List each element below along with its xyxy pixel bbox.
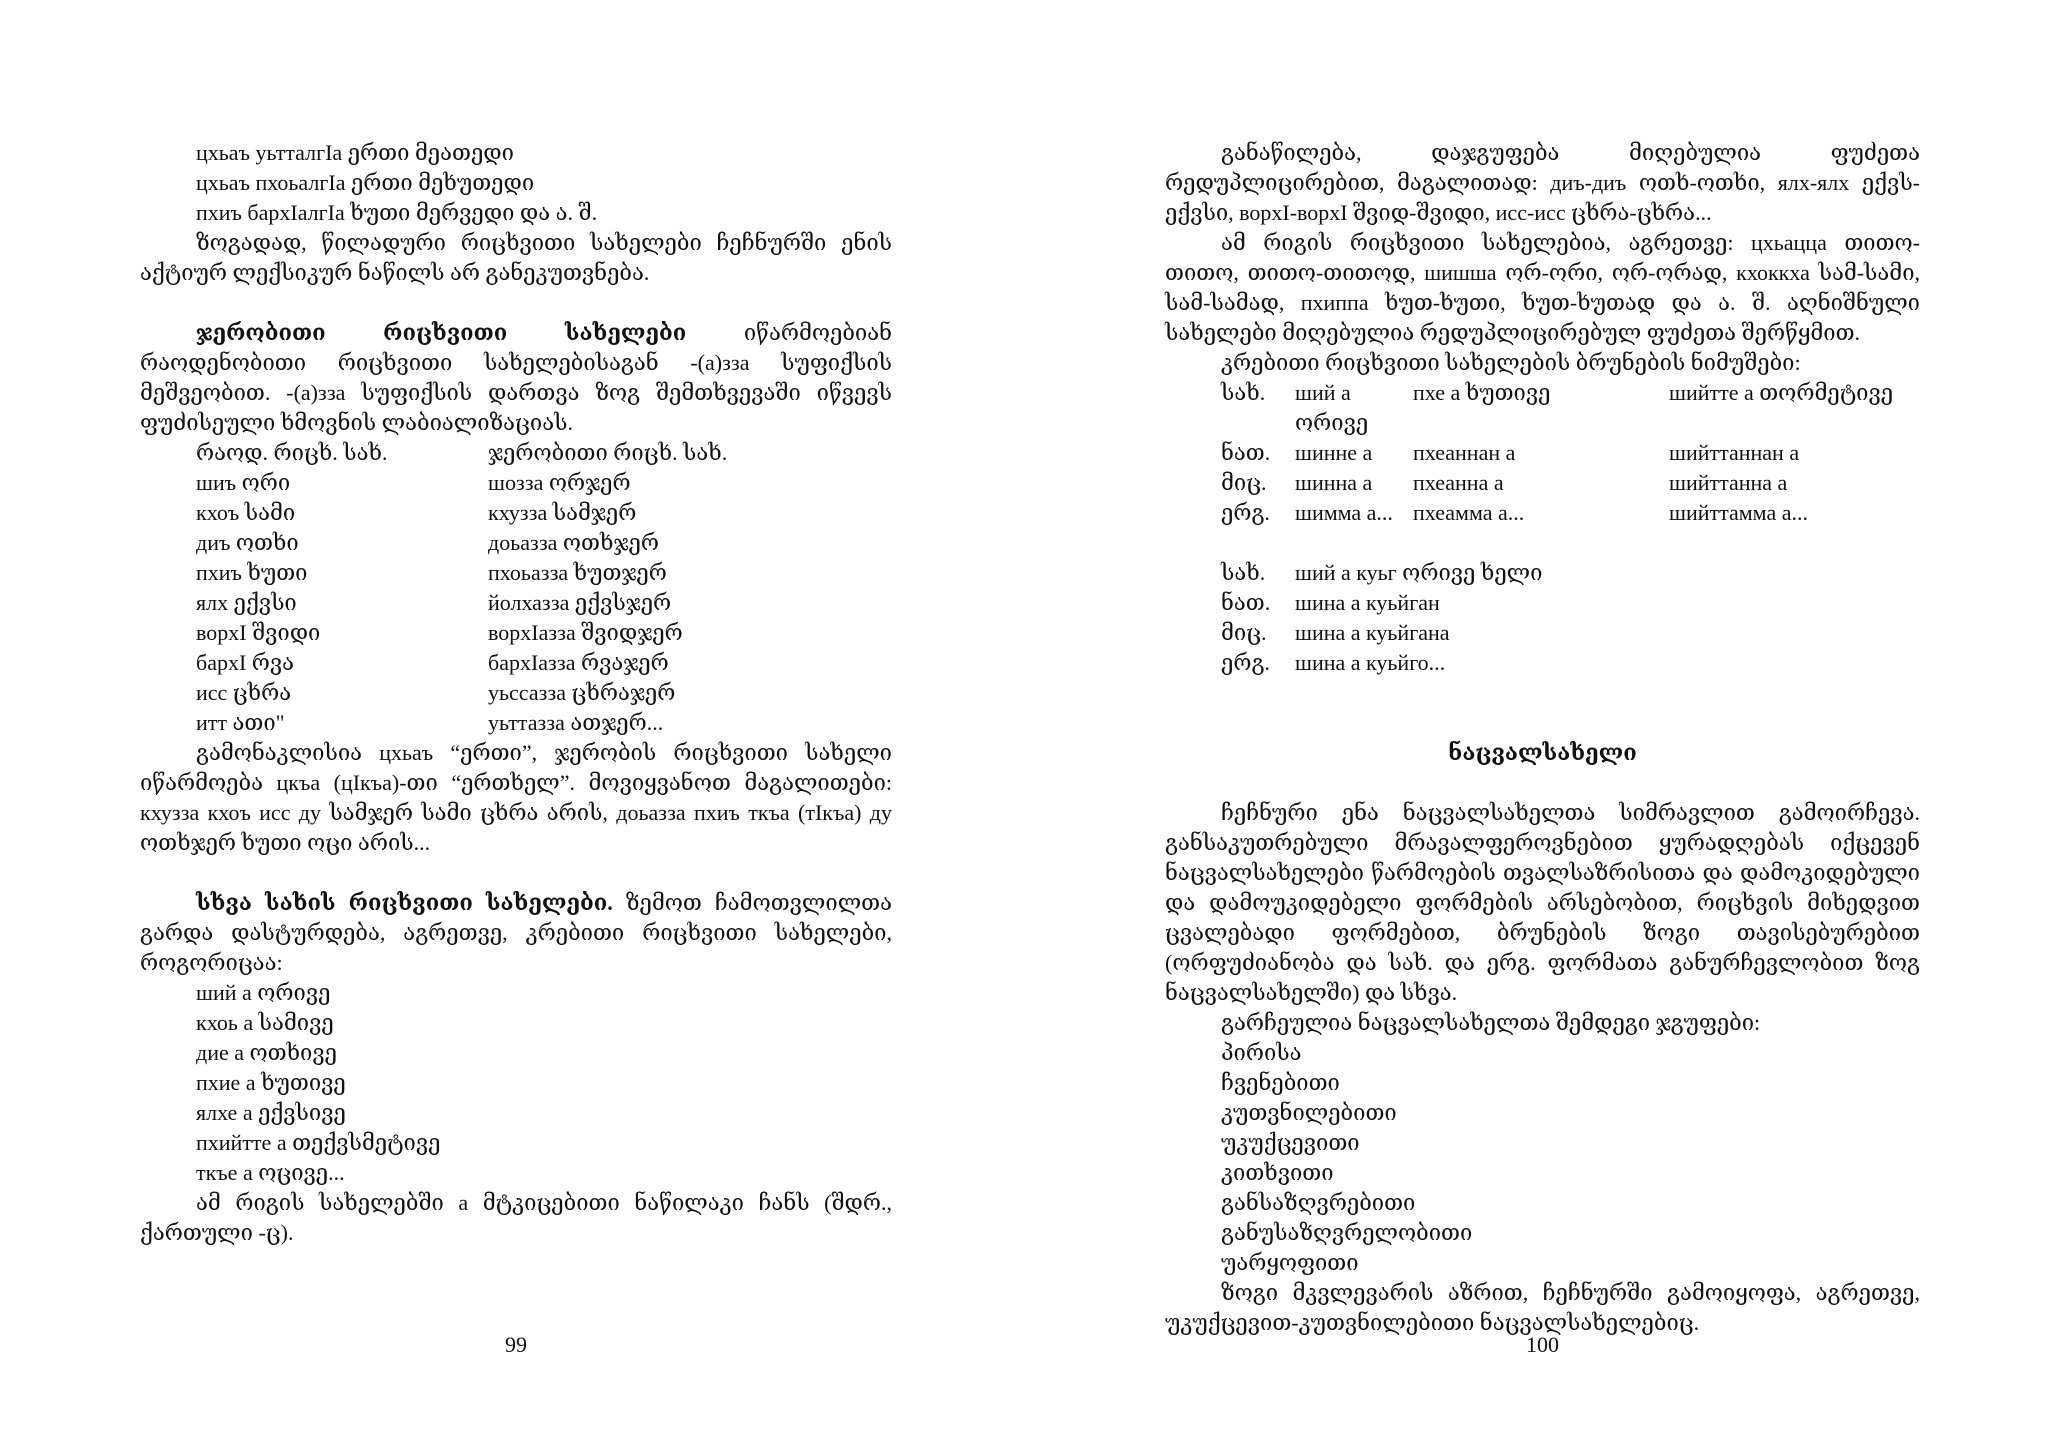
- table-cell: кхузза სამჯერ: [488, 500, 637, 525]
- table-cell: доьазза ოთხჯერ: [488, 530, 659, 555]
- list-item: пхийтте а თექვსმეტივე: [196, 1130, 441, 1155]
- list-item: განსაზღვრებითი: [1221, 1190, 1416, 1215]
- page-number: 99: [505, 1332, 527, 1357]
- table-row: [1165, 498, 1920, 528]
- table-row: [1165, 618, 1920, 648]
- table-cell: шозза ორჯერ: [488, 470, 631, 495]
- paragraph-text: ზემოთ ჩამოთვლილთა გარდა დასტურდება, აგრეთვე, კრებითი რიცხვითი სახელები, როგორიცაა:: [140, 890, 892, 975]
- table-cell: шина а куьйгана: [1295, 620, 1450, 645]
- table-cell: ერგ.: [1221, 500, 1270, 525]
- table-row: [140, 678, 892, 708]
- table-cell: шийттамма а...: [1669, 500, 1808, 525]
- table-cell: ნათ.: [1221, 440, 1271, 465]
- table-cell: ნათ.: [1221, 590, 1271, 615]
- paragraph: [140, 318, 892, 438]
- table-row: [140, 528, 892, 558]
- paragraph: განაწილება, დაჯგუფება მიღებულია ფუძეთა რედუპლიცირებით, მაგალითად: диъ-диъ ოთხ-ოთხი, ялх-ялх ექვს-ექვსი, ворхӀ-ворхӀ შვიდ-შვიდი, исс-исс ცხრა-ცხრა...: [1165, 140, 1920, 225]
- page-number: 100: [1526, 1332, 1559, 1357]
- table-cell: шийтте а თორმეტივე: [1669, 380, 1894, 405]
- table-cell: სახ.: [1221, 560, 1266, 585]
- left-page-text: [140, 138, 892, 1248]
- list-item: дие а ოთხივე: [196, 1040, 337, 1065]
- table-cell: пхеаннан а: [1413, 440, 1516, 465]
- table-row: [1165, 648, 1920, 678]
- table-row: [1165, 588, 1920, 618]
- table-cell: кхоъ სამი: [196, 500, 296, 525]
- paragraph: ამ რიგის რიცხვითი სახელებია, აგრეთვე: цхьацца თითო-თითო, თითო-თითოდ, шишша ორ-ორი, ორ-ორად, кхоккха სამ-სამი, სამ-სამად, пхиппа ხუთ-ხუთი, ხუთ-ხუთად და ა. შ. აღნიშნული სახელები მიღებულია რედუპლიცირებულ ფუძეთა შერწყმით.: [1165, 230, 1920, 345]
- list-item: კუთვნილებითი: [1221, 1100, 1397, 1125]
- table-cell: ялх ექვსი: [196, 590, 297, 615]
- table-row: [1165, 468, 1920, 498]
- section-term: ჯერობითი რიცხვითი სახელები: [196, 320, 687, 345]
- table-cell: სახ.: [1221, 380, 1266, 405]
- list-item: ткъе а ოცივე...: [196, 1160, 345, 1185]
- table-row: [1165, 558, 1920, 588]
- table-cell: шина а куьйго...: [1295, 650, 1446, 675]
- paragraph: ამ რიგის სახელებში а მტკიცებითი ნაწილაკი ჩანს (შდრ., ქართული -ც).: [140, 1190, 892, 1245]
- paragraph: ზოგი მკვლევარის აზრით, ჩეჩნურში გამოიყოფა, აგრეთვე, უკუქცევით-კუთვნილებითი ნაცვალსახელებიც.: [1165, 1280, 1920, 1335]
- section-heading: ნაცვალსახელი: [1448, 740, 1637, 765]
- table-cell: йолхазза ექვსჯერ: [488, 590, 672, 615]
- list-item: პირისა: [1221, 1040, 1302, 1065]
- text-line: цхьаъ пхоьалгӀа ერთი მეხუთედი: [196, 170, 535, 195]
- table-row: [140, 618, 892, 648]
- paragraph: [140, 888, 892, 978]
- table-cell: ворхӀ შვიდი: [196, 620, 321, 645]
- table-cell: бархӀ რვა: [196, 650, 295, 675]
- list-item: ялхе а ექვსივე: [196, 1100, 346, 1125]
- table-row: [1165, 378, 1920, 438]
- paragraph: ზოგადად, წილადური რიცხვითი სახელები ჩეჩნურში ენის აქტიურ ლექსიკურ ნაწილს არ განეკუთვნება.: [140, 230, 892, 285]
- table-cell: диъ ოთხი: [196, 530, 299, 555]
- table-cell: уьссазза ცხრაჯერ: [488, 680, 676, 705]
- table-cell: шинна а: [1295, 470, 1373, 495]
- paragraph-text: იწარმოებიან რაოდენობითი რიცხვითი სახელებისაგან -(а)зза სუფიქსის მეშვეობით. -(а)зза სუფიქსის დართვა ზოგ შემთხვევაში იწვევს ფუძისეული ხმოვნის ლაბიალიზაციას.: [140, 320, 893, 435]
- text-line: გარჩეულია ნაცვალსახელთა შემდეგი ჯგუფები:: [1221, 1010, 1761, 1035]
- table-row: [1165, 438, 1920, 468]
- table-cell: пхиъ ხუთი: [196, 560, 308, 585]
- list-item: ჩვენებითი: [1221, 1070, 1340, 1095]
- table-cell: шийттаннан а: [1669, 440, 1800, 465]
- table-cell: шиъ ორი: [196, 470, 291, 495]
- table-cell: пхеамма а...: [1413, 500, 1525, 525]
- list-item: უკუქცევითი: [1221, 1130, 1360, 1155]
- table-cell: пхе а ხუთივე: [1413, 380, 1551, 405]
- table-row: [140, 558, 892, 588]
- table-cell: уьттазза ათჯერ...: [488, 710, 664, 735]
- list-item: ший а ორივე: [196, 980, 331, 1005]
- section-term: სხვა სახის რიცხვითი სახელები.: [196, 890, 613, 915]
- paragraph: გამონაკლისია цхьаъ “ერთი”, ჯერობის რიცხვითი სახელი იწარმოება цкъа (цӀкъа)-თი “ერთხელ”. მოვიყვანოთ მაგალითები: кхузза кхоъ исс ду სამჯერ სამი ცხრა არის, доьазза пхиъ ткъа (тӀкъа) ду ოთხჯერ ხუთი ოცი არის...: [140, 740, 892, 855]
- list-item: пхие а ხუთივე: [196, 1070, 346, 1095]
- table-cell: მიც.: [1221, 620, 1267, 645]
- text-line: цхьаъ уьтталгӀа ერთი მეათედი: [196, 140, 514, 165]
- table-cell: ერგ.: [1221, 650, 1270, 675]
- paragraph: ჩეჩნური ენა ნაცვალსახელთა სიმრავლით გამოირჩევა. განსაკუთრებული მრავალფეროვნებით ყურადღებას იქცევენ ნაცვალსახელები წარმოების თვალსაზრისითა და დამოკიდებული და დამოუკიდებელი ფორმების არსებობით, რიცხვის მიხედვით ცვალებადი ფორმებით, ბრუნების ზოგი თავისებურებით (ორფუძიანობა და სახ. და ერგ. ფორმათა განურჩევლობით ზოგ ნაცვალსახელში) და სხვა.: [1165, 800, 1920, 1005]
- table-cell: исс ცხრა: [196, 680, 292, 705]
- table-cell: шина а куьйган: [1295, 590, 1440, 615]
- table-cell: шимма а...: [1295, 500, 1393, 525]
- table-row: [140, 708, 892, 738]
- table-row: [140, 588, 892, 618]
- table-row: [140, 438, 892, 468]
- right-page: [1165, 0, 1920, 1447]
- table-cell: пхеанна а: [1413, 470, 1504, 495]
- table-cell: ший а ორივე: [1295, 380, 1369, 435]
- table-row: [140, 498, 892, 528]
- table-row: [140, 468, 892, 498]
- left-page: [140, 0, 892, 1447]
- table-cell: итт ათი": [196, 710, 285, 735]
- table-cell: шийттанна а: [1669, 470, 1788, 495]
- table-cell: ший а куьг ორივე ხელი: [1295, 560, 1543, 585]
- text-line: კრებითი რიცხვითი სახელების ბრუნების ნიმუშები:: [1221, 350, 1801, 375]
- table-cell: ворхӀазза შვიდჯერ: [488, 620, 683, 645]
- list-item: განუსაზღვრელობითი: [1221, 1220, 1473, 1245]
- right-page-text: [1165, 138, 1920, 1338]
- table-cell: მიც.: [1221, 470, 1267, 495]
- table-row: [140, 648, 892, 678]
- table-cell: пхоьазза ხუთჯერ: [488, 560, 667, 585]
- list-item: кхоь а სამივე: [196, 1010, 334, 1035]
- text-line: пхиъ бархӀалгӀа ხუთი მერვედი და ა. შ.: [196, 200, 598, 225]
- table-cell: бархӀазза რვაჯერ: [488, 650, 669, 675]
- table-cell: шинне а: [1295, 440, 1373, 465]
- table-cell: რაოდ. რიცხ. სახ.: [196, 440, 388, 465]
- list-item: კითხვითი: [1221, 1160, 1334, 1185]
- list-item: უარყოფითი: [1221, 1250, 1359, 1275]
- table-cell: ჯერობითი რიცხ. სახ.: [488, 440, 728, 465]
